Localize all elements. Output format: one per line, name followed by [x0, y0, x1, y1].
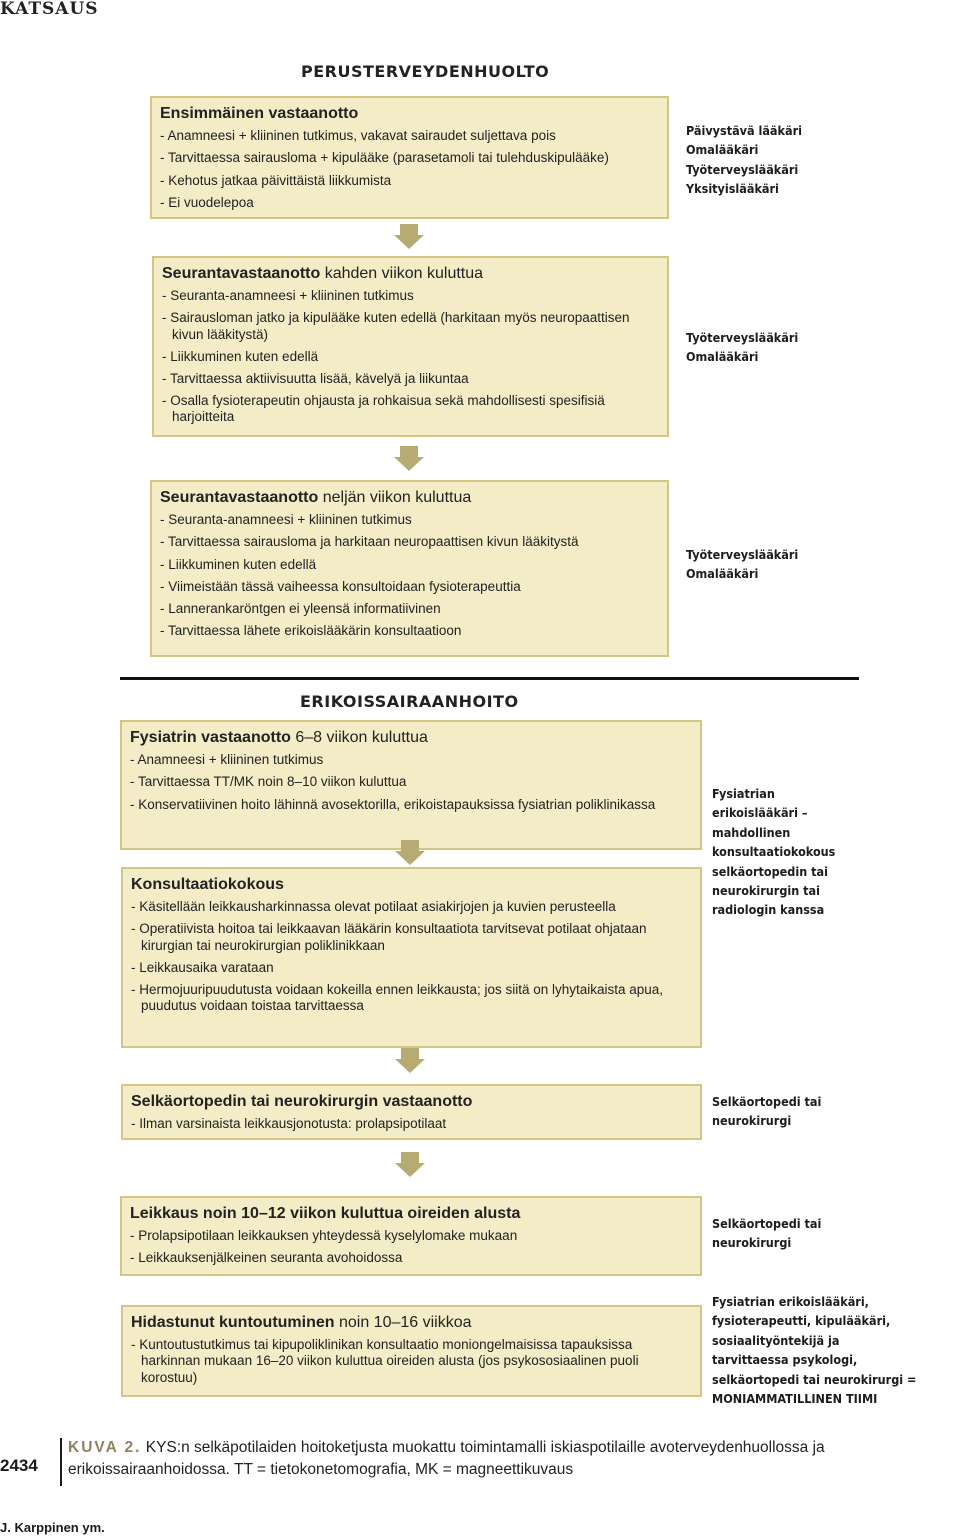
surgery-roles: Selkäortopedi tai neurokirurgi: [712, 1216, 822, 1251]
box-line: - Liikkuminen kuten edellä: [162, 348, 319, 364]
down-arrow-icon: [395, 1048, 425, 1074]
page-number-divider: [60, 1438, 62, 1486]
box-line: - Seuranta-anamneesi + kliininen tutkimus: [162, 288, 414, 304]
specialist-care-title: ERIKOISSAIRAANHOITO: [300, 692, 519, 711]
first-visit-roles: Päivystävä lääkäri Omalääkäri Työterveyslääkäri Yksityislääkäri: [686, 123, 802, 197]
consultation-meeting-box: [121, 867, 702, 1048]
surgeon-visit-box: [121, 1084, 702, 1140]
box-line: - Tarvittaessa sairausloma + kipulääke (parasetamoli tai tulehduskipulääke): [160, 150, 609, 166]
box-line: - Sairausloman jatko ja kipulääke kuten edellä (harkitaan myös neuropaattisen kivun lääkitystä): [162, 310, 630, 342]
box-heading: Seurantavastaanotto neljän viikon kuluttua: [160, 489, 472, 506]
delayed-recovery-box: [121, 1305, 702, 1397]
surgeon-visit-roles: Selkäortopedi tai neurokirurgi: [712, 1094, 822, 1129]
box-line: - Leikkauksenjälkeinen seuranta avohoidossa: [130, 1250, 403, 1266]
down-arrow-icon: [394, 224, 424, 250]
surgery-box: [120, 1196, 702, 1276]
box-line: - Leikkausaika varataan: [131, 959, 274, 975]
figure-label: KUVA 2.: [68, 1439, 142, 1456]
first-visit-box: [150, 96, 669, 219]
page-number: 2434: [0, 1456, 38, 1475]
box-line: - Viimeistään tässä vaiheessa konsultoidaan fysioterapeuttia: [160, 578, 521, 594]
box-heading: Fysiatrin vastaanotto 6–8 viikon kuluttua: [130, 729, 428, 746]
down-arrow-icon: [394, 446, 424, 472]
box-line: - Tarvittaessa TT/MK noin 8–10 viikon kuluttua: [130, 774, 407, 790]
box-line: - Lannerankaröntgen ei yleensä informatiivinen: [160, 600, 441, 616]
down-arrow-icon: [395, 1152, 425, 1178]
box-heading: Ensimmäinen vastaanotto: [160, 105, 359, 122]
four-week-roles: Työterveyslääkäri Omalääkäri: [686, 547, 799, 582]
box-heading: Konsultaatiokokous: [131, 876, 284, 893]
figure-caption-text: KYS:n selkäpotilaiden hoitoketjusta muokattu toimintamalli iskiaspotilaille avoterveydenhuollossa ja erikoissairaanhoidossa. TT = tietokonetomografia, MK = magneettikuvaus: [68, 1439, 825, 1479]
four-week-followup-box: [150, 480, 669, 657]
box-line: - Konservatiivinen hoito lähinnä avosektorilla, erikoistapauksissa fysiatrian poliklinikassa: [130, 796, 656, 812]
box-line: - Tarvittaessa sairausloma ja harkitaan neuropaattisen kivun lääkitystä: [160, 534, 579, 550]
box-line: - Anamneesi + kliininen tutkimus: [130, 752, 324, 768]
box-line: - Operatiivista hoitoa tai leikkaavan lääkärin konsultaatiota tarvitsevat potilaat ohjataan kirurgian tai neurokirurgian poliklinikkaan: [131, 921, 647, 953]
box-heading: Seurantavastaanotto kahden viikon kuluttua: [162, 265, 484, 282]
box-line: - Prolapsipotilaan leikkauksen yhteydessä kyselylomake mukaan: [130, 1228, 518, 1244]
physiatrist-visit-box: [120, 720, 702, 850]
two-week-roles: Työterveyslääkäri Omalääkäri: [686, 330, 799, 365]
box-line: - Kuntoutustutkimus tai kipupoliklinikan konsultaatio moniongelmaisissa tapauksissa harkinnan mukaan 16–20 viikon kuluttua oireiden alusta (jos psykososiaalinen puoli korostuu): [131, 1337, 639, 1385]
box-line: - Tarvittaessa lähete erikoislääkärin konsultaatioon: [160, 623, 462, 639]
figure-caption: [68, 1437, 960, 1482]
box-line: - Kehotus jatkaa päivittäistä liikkumista: [160, 172, 392, 188]
two-week-followup-box: [152, 256, 669, 437]
box-line: - Hermojuuripuudutusta voidaan kokeilla ennen leikkausta; jos siitä on lyhytaikaista apua, puudutus voidaan toistaa tarvittaessa: [131, 981, 664, 1014]
box-line: - Käsitellään leikkausharkinnassa olevat potilaat asiakirjojen ja kuvien perusteella: [131, 899, 616, 915]
box-heading: Leikkaus noin 10–12 viikon kuluttua oireiden alusta: [130, 1205, 521, 1222]
primary-care-title: PERUSTERVEYDENHUOLTO: [301, 62, 550, 81]
box-line: - Tarvittaessa aktiivisuutta lisää, kävelyä ja liikuntaa: [162, 370, 469, 386]
box-line: - Liikkuminen kuten edellä: [160, 556, 317, 572]
section-divider: [120, 677, 859, 680]
multiprofessional-team-roles: Fysiatrian erikoislääkäri, fysioterapeutti, kipulääkäri, sosiaalityöntekijä ja tarvittaessa psykologi, selkäortopedi tai neurokirurgi = MONIAMMATILLINEN TIIMI: [712, 1294, 917, 1406]
box-line: - Ilman varsinaista leikkausjonotusta: prolapsipotilaat: [131, 1116, 447, 1132]
physiatrist-consultation-roles: Fysiatrian erikoislääkäri – mahdollinen konsultaatiokokous selkäortopedin tai neurokirurgin tai radiologin kanssa: [712, 786, 836, 918]
box-heading: Selkäortopedin tai neurokirurgin vastaanotto: [131, 1093, 473, 1110]
box-line: - Seuranta-anamneesi + kliininen tutkimus: [160, 512, 412, 528]
down-arrow-icon: [395, 840, 425, 866]
box-line: - Osalla fysioterapeutin ohjausta ja rohkaisua sekä mahdollisesti spesifisiä harjoitteita: [162, 393, 605, 425]
box-heading: Hidastunut kuntoutuminen noin 10–16 viikkoa: [131, 1314, 472, 1331]
journal-section-tag: KATSAUS: [0, 0, 99, 19]
box-line: - Anamneesi + kliininen tutkimus, vakavat sairaudet suljettava pois: [160, 128, 556, 144]
box-line: - Ei vuodelepoa: [160, 194, 254, 210]
author-line: J. Karppinen ym.: [0, 1520, 105, 1535]
